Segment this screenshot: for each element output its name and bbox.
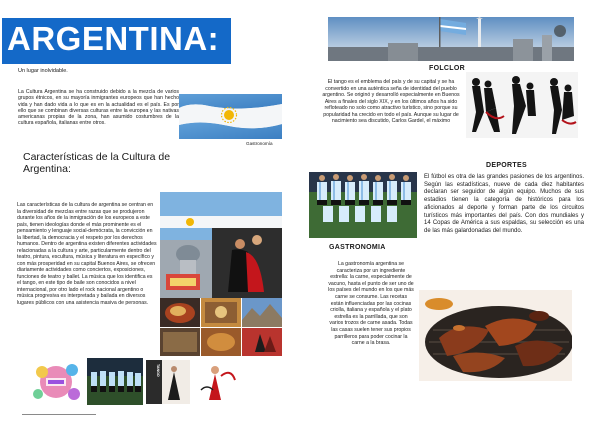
parrillada-image bbox=[419, 290, 572, 381]
page-title: ARGENTINA: bbox=[7, 20, 220, 57]
culture-illustration-image bbox=[28, 360, 84, 405]
gastronomia-heading: GASTRONOMIA bbox=[329, 244, 386, 251]
deportes-text: El fútbol es otra de las grandes pasiones de los argentinos. Según las estadísticas, nueve de cada diez habitantes declaran ser seguidor de algún equipo. Muchos de sus estadios tienen la categoría de históricos para los aficionados al deporte y forman parte de los circuitos turísticos más importantes del país. Con dos mundiales y 14 Copas de América a sus espaldas, su selección es una de las más galardonadas del mundo. bbox=[424, 174, 584, 234]
intro-text: La Cultura Argentina se ha construido debido a la mezcla de varios grupos étnicos, en su mayoría inmigrantes europeos que han hecho vida y han dado vida a lo que es en la actualidad es el país. Es por ello que se combinan diversas culturas entre la europea y las nativas americanas propias de la zona, han asumido costumbres de la cultura española, italianas entre otros. bbox=[18, 89, 179, 127]
characteristics-text: Las características de la cultura de argentina se centran en la diversidad de mezclas entre razas que se produjeron durante los años de la inmigración de los europeos a este país, tienen ideologías donde el más prominente es el pensamiento y lenguaje social-demócrata, la convicción en la libertad, la democracia y el respeto por los derechos humanos. Dentro de argentina existen diferentes actividades relacionadas a la cultura y arte, particularmente dentro del teatro, pintura, escultura, música y literatura en específico y con más prosperidad en su capital Buenos Aires, se ofrecen diariamente actividades como conciertos, exposiciones, funciones de teatro y ballet. La música que los identifica es el tango, en este tipo de baile son conocidos a nivel internacional, por otro lado el rock nacional argentino o música progresiva es interpretada y bailada en diversos lugares públicos con una asistencia masiva de personas. bbox=[17, 202, 157, 306]
buenos-aires-city-image bbox=[328, 17, 574, 61]
gastronomia-text: La gastronomía argentina se caracteriza por un ingrediente estrella: la carne, especialmente de vacuno, hasta el punto de ser uno de los países del mundo en los que más carne se consume. Las recetas están influenciadas por las cocinas criolla, italiana y española y el plato estrella es la parrillada, que son varios trozos de carne asada. Todas las casas suelen tener sus propios parrilleros para poder cocinar la carne a la brasa. bbox=[328, 261, 414, 347]
tango-dancer-illustration bbox=[193, 360, 241, 404]
magazine-label: TANGO bbox=[156, 364, 160, 377]
argentina-national-team-image bbox=[309, 172, 417, 238]
flag-caption: Gastronomía bbox=[246, 141, 273, 146]
bottom-divider bbox=[22, 414, 96, 415]
culture-collage-image bbox=[160, 192, 282, 298]
deportes-heading: DEPORTES bbox=[486, 162, 527, 169]
tango-dancers-image bbox=[466, 72, 578, 138]
tango-magazine-image bbox=[146, 360, 190, 404]
football-team-small-image bbox=[87, 358, 143, 405]
page-subtitle: Un lugar inolvidable. bbox=[18, 68, 68, 74]
folclor-text: El tango es el emblema del país y de su capital y se ha convertido en una auténtica seña de identidad del pueblo argentino. Se originó y desarrolló especialmente en Buenos Aires a finales del siglo XIX, y en los últimos años ha sido refloteado no solo como atractivo turístico, sino porque su popularidad ha crecido en todo el país. Aunque su lugar de nacimiento sea discutido, Carlos Gardel, el máximo bbox=[322, 79, 460, 124]
folclor-heading: FOLCLOR bbox=[429, 65, 465, 72]
argentina-photo-grid bbox=[160, 298, 282, 356]
argentina-flag-image bbox=[179, 94, 282, 139]
characteristics-heading: Características de la Cultura de Argentina: bbox=[23, 151, 171, 175]
title-banner bbox=[2, 18, 231, 64]
